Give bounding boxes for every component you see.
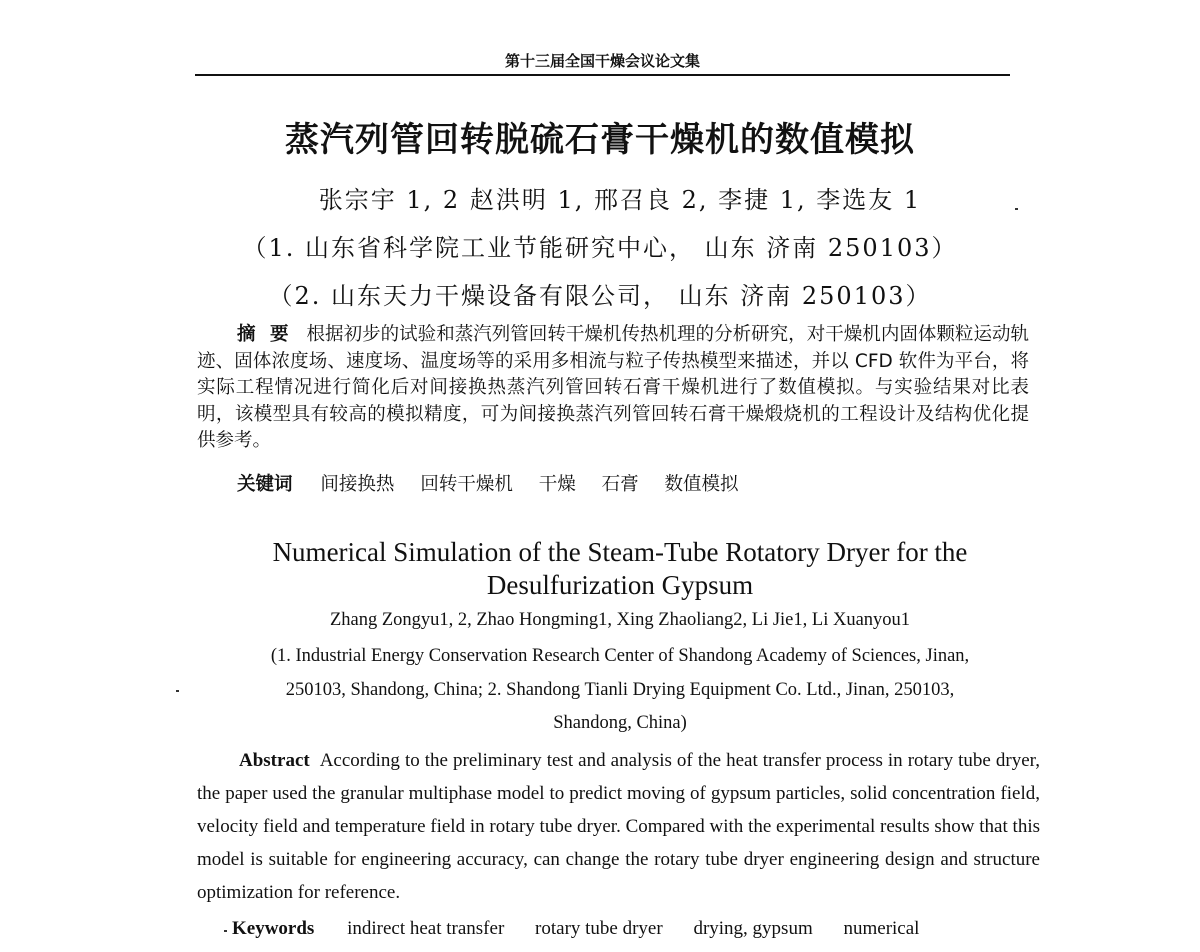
keyword-cn: 石膏: [601, 474, 639, 495]
affiliation-en-line-2: 250103, Shandong, China; 2. Shandong Tianli Drying Equipment Co. Ltd., Jinan, 250103,: [285, 680, 955, 700]
keyword-cn: 数值模拟: [664, 474, 739, 495]
keyword-en: indirect heat transfer: [347, 918, 505, 939]
abstract-en: [197, 744, 1040, 909]
keyword-cn: 回转干燥机: [420, 474, 513, 495]
running-header: 第十三届全国干燥会议论文集: [504, 52, 700, 70]
keyword-cn: 干燥: [538, 474, 576, 495]
authors-cn: 张宗宇 1, 2 赵洪明 1, 邢召良 2, 李捷 1, 李选友 1: [318, 186, 922, 214]
keywords-en-label: Keywords: [232, 918, 315, 939]
affiliation-cn-1: （1. 山东省科学院工业节能研究中心， 山东 济南 250103）: [242, 234, 958, 262]
affiliation-en-line-3: Shandong, China): [553, 713, 687, 733]
keyword-cn: 间接换热: [320, 474, 395, 495]
abstract-cn-label: 摘 要: [237, 324, 293, 345]
scan-speck: [1015, 208, 1018, 210]
keyword-en: drying, gypsum: [693, 918, 813, 939]
scan-speck: [176, 690, 179, 692]
header-rule: [195, 74, 1010, 76]
abstract-en-text: According to the preliminary test and analysis of the heat transfer process in rotary tube dryer, the paper used the granular multiphase model to predict moving of gypsum particles, solid concentration field, velocity field and temperature field in rotary tube dryer. Compared with the experimental results show that this model is suitable for engineering accuracy, can change the rotary tube dryer engineering design and structure optimization for reference.: [197, 750, 1040, 903]
keywords-cn: [237, 472, 1037, 498]
keywords-cn-label: 关键词: [237, 474, 293, 495]
affiliation-cn-2: （2. 山东天力干燥设备有限公司， 山东 济南 250103）: [268, 282, 932, 310]
title-cn: 蒸汽列管回转脱硫石膏干燥机的数值模拟: [285, 120, 915, 160]
abstract-cn-text: 根据初步的试验和蒸汽列管回转干燥机传热机理的分析研究，对干燥机内固体颗粒运动轨迹、固体浓度场、速度场、温度场等的采用多相流与粒子传热模型来描述，并以 CFD 软件为平台，将实际工程情况进行简化后对间接换热蒸汽列管回转石膏干燥机进行了数值模拟。与实验结果对比表明，该模型具有较高的模拟精度，可为间接换蒸汽列管回转石膏干燥煅烧机的工程设计及结构优化提供参考。: [197, 324, 1029, 451]
title-en: Numerical Simulation of the Steam-Tube Rotatory Dryer for the Desulfurization Gypsum: [272, 537, 968, 600]
abstract-en-label: Abstract: [239, 750, 310, 771]
keyword-en: rotary tube dryer: [535, 918, 663, 939]
affiliation-en-line-1: (1. Industrial Energy Conservation Research Center of Shandong Academy of Sciences, Jinan,: [270, 646, 970, 666]
keywords-en: [232, 912, 1052, 945]
abstract-cn: [197, 322, 1029, 455]
keyword-en: numerical: [843, 918, 920, 939]
scan-speck: [224, 930, 227, 932]
authors-en: Zhang Zongyu1, 2, Zhao Hongming1, Xing Zhaoliang2, Li Jie1, Li Xuanyou1: [329, 610, 911, 630]
